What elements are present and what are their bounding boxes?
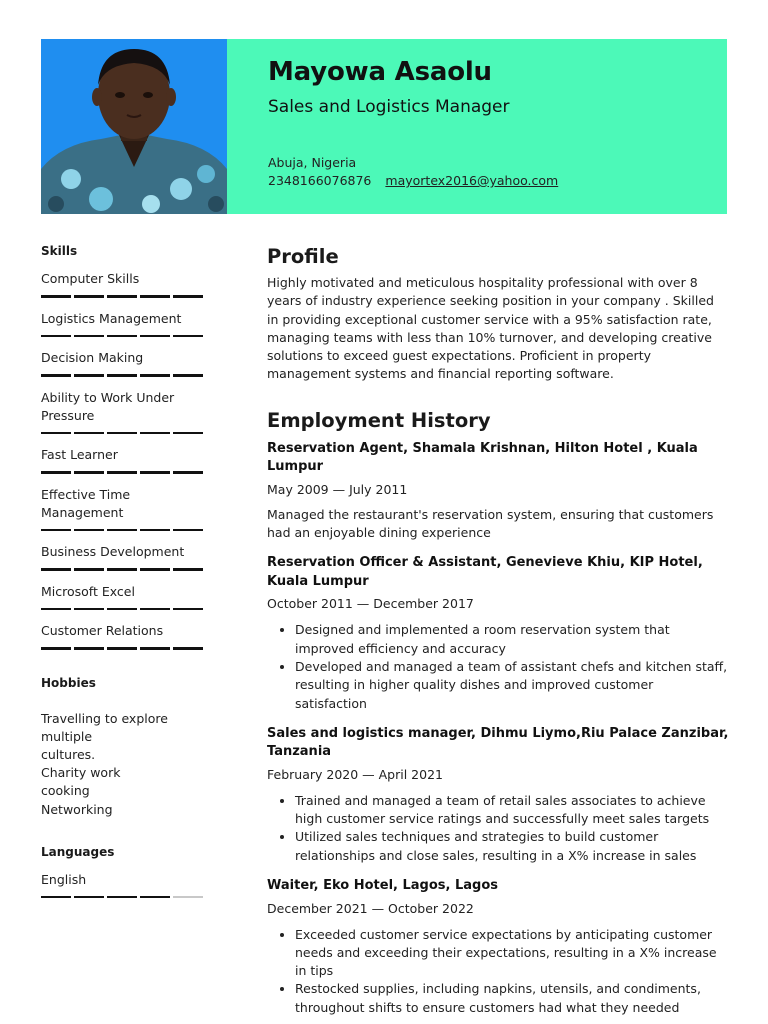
profile-heading: Profile [267, 245, 339, 268]
level-segment [41, 374, 71, 377]
language-level-bar [41, 896, 211, 899]
level-segment [74, 608, 104, 611]
level-segment [173, 374, 203, 377]
skill-level-bar [41, 608, 211, 611]
hobby-line: Charity work [41, 765, 121, 781]
skill-level-bar [41, 529, 211, 532]
skill-level-bar [41, 295, 211, 298]
level-segment [41, 471, 71, 474]
level-segment [74, 432, 104, 435]
skill-level-bar [41, 335, 211, 338]
job-entry [267, 877, 729, 1017]
level-segment [41, 568, 71, 571]
skill-item [41, 622, 211, 650]
skill-name: Decision Making [41, 350, 144, 365]
skill-name: Logistics Management [41, 310, 182, 326]
languages-heading: Languages [41, 844, 115, 859]
level-segment [107, 374, 137, 377]
level-segment [173, 529, 203, 532]
level-segment [41, 295, 71, 298]
level-segment [173, 608, 203, 611]
level-segment [74, 295, 104, 298]
job-bullet: • Exceeded customer service expectations by anticipating customer needs and exceeding their expectations, resulting in a X% increase in tips [295, 926, 729, 981]
job-bullets [267, 792, 729, 865]
level-segment [41, 896, 71, 899]
level-segment [41, 432, 71, 435]
hobby-line: cooking [41, 783, 90, 799]
skill-level-bar [41, 647, 211, 650]
sidebar [41, 244, 211, 898]
level-segment [140, 295, 170, 298]
job-dates: October 2011 — December 2017 [267, 596, 474, 612]
level-segment [173, 647, 203, 650]
skill-name: Ability to Work Under Pressure [41, 389, 175, 423]
job-title: Reservation Officer & Assistant, Genevieve Khiu, KIP Hotel, Kuala Lumpur [267, 555, 703, 589]
level-segment [140, 335, 170, 338]
skill-name: Effective Time Management [41, 486, 131, 520]
job-bullets [267, 621, 729, 712]
skill-name: Business Development [41, 544, 185, 559]
level-segment [107, 335, 137, 338]
level-segment [140, 432, 170, 435]
job-bullet: • Developed and managed a team of assistant chefs and kitchen staff, resulting in higher quality dishes and improved customer satisfaction [295, 658, 729, 713]
skill-level-bar [41, 432, 211, 435]
level-segment [41, 335, 71, 338]
profile-text: Highly motivated and meticulous hospitality professional with over 8 years of industry experience seeking position in your company . Skilled in providing exceptional customer service with a 95% satisfaction rate, managing teams with less than 10% turnover, and developing creative solutions to exceed guest expectations. Proficient in property management systems and financial reporting software. [267, 275, 714, 382]
level-segment [74, 529, 104, 532]
language-name: English [41, 871, 87, 887]
skill-name: Customer Relations [41, 623, 164, 638]
skill-item [41, 486, 211, 532]
level-segment [41, 529, 71, 532]
level-segment [140, 568, 170, 571]
level-segment [107, 568, 137, 571]
level-segment [140, 374, 170, 377]
job-dates: December 2021 — October 2022 [267, 900, 474, 916]
main-content [267, 244, 729, 1017]
skill-item [41, 389, 211, 435]
level-segment [140, 471, 170, 474]
hobbies-list [41, 710, 211, 819]
resume-header [41, 39, 727, 214]
portrait-image [41, 39, 227, 214]
candidate-title: Sales and Logistics Manager [268, 97, 510, 117]
job-dates: May 2009 — July 2011 [267, 481, 408, 497]
hobby-line: cultures. [41, 746, 96, 762]
skills-list [41, 270, 211, 650]
contact-line [268, 173, 558, 188]
job-bullet: • Designed and implemented a room reservation system that improved efficiency and accuracy [295, 621, 729, 658]
skill-item [41, 583, 211, 611]
email-link[interactable]: mayortex2016@yahoo.com [385, 173, 559, 188]
hobby-line: multiple [41, 728, 93, 744]
level-segment [107, 295, 137, 298]
skill-level-bar [41, 374, 211, 377]
skill-item [41, 270, 211, 298]
level-segment [140, 608, 170, 611]
skill-item [41, 446, 211, 474]
job-title: Reservation Agent, Shamala Krishnan, Hilton Hotel , Kuala Lumpur [267, 440, 698, 475]
job-bullet: • Trained and managed a team of retail sales associates to achieve high customer service ratings and successfully meet sales targets [295, 792, 729, 829]
profile-photo [41, 39, 227, 214]
employment-section [267, 408, 729, 1017]
skill-name: Fast Learner [41, 447, 118, 462]
level-segment [140, 529, 170, 532]
job-bullet: • Restocked supplies, including napkins, utensils, and condiments, throughout shifts to ensure customers had what they needed [295, 980, 729, 1017]
languages-list [41, 871, 211, 899]
level-segment [173, 432, 203, 435]
job-description: Managed the restaurant's reservation system, ensuring that customers had an enjoyable dining experience [267, 506, 714, 541]
job-entry [267, 725, 729, 865]
candidate-name: Mayowa Asaolu [268, 57, 492, 87]
job-bullets [267, 926, 729, 1017]
candidate-location: Abuja, Nigeria [268, 155, 357, 170]
level-segment [74, 896, 104, 899]
level-segment [107, 529, 137, 532]
skill-level-bar [41, 568, 211, 571]
skill-item [41, 349, 211, 377]
skills-heading: Skills [41, 244, 78, 258]
level-segment [107, 471, 137, 474]
level-segment [173, 568, 203, 571]
level-segment [74, 568, 104, 571]
job-entry [267, 440, 729, 543]
level-segment [107, 896, 137, 899]
hobby-line: Travelling to explore [41, 710, 168, 726]
job-entry [267, 554, 729, 712]
level-segment [140, 896, 170, 899]
level-segment [74, 471, 104, 474]
level-segment [107, 647, 137, 650]
level-segment [74, 335, 104, 338]
level-segment [41, 647, 71, 650]
level-segment [140, 647, 170, 650]
level-segment [173, 335, 203, 338]
level-segment [107, 608, 137, 611]
skill-level-bar [41, 471, 211, 474]
job-title: Waiter, Eko Hotel, Lagos, Lagos [267, 878, 499, 894]
level-segment [74, 647, 104, 650]
skill-name: Microsoft Excel [41, 583, 135, 599]
jobs-list [267, 440, 729, 1017]
hobby-line: Networking [41, 801, 113, 817]
phone-number: 2348166076876 [268, 173, 372, 188]
hobbies-section [41, 676, 211, 819]
level-segment [74, 374, 104, 377]
level-segment [173, 471, 203, 474]
skill-name: Computer Skills [41, 271, 140, 286]
job-title: Sales and logistics manager, Dihmu Liymo,Riu Palace Zanzibar, Tanzania [267, 725, 729, 760]
level-segment [173, 295, 203, 298]
employment-heading: Employment History [267, 408, 491, 432]
job-bullet: • Utilized sales techniques and strategies to build customer relationships and close sales, resulting in a X% increase in sales [295, 828, 729, 865]
level-segment [173, 896, 203, 899]
languages-section [41, 845, 211, 899]
skill-item [41, 543, 211, 571]
hobbies-heading: Hobbies [41, 675, 96, 690]
job-dates: February 2020 — April 2021 [267, 766, 443, 782]
level-segment [107, 432, 137, 435]
level-segment [41, 608, 71, 611]
skill-item [41, 310, 211, 338]
language-item [41, 871, 211, 899]
